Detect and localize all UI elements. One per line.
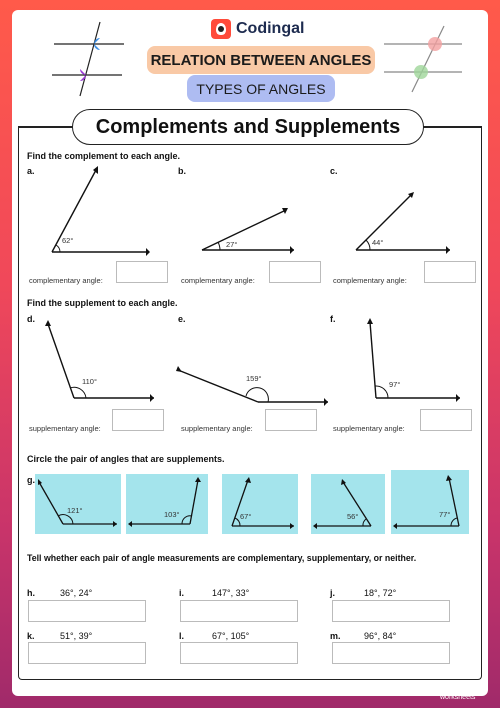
angle-diagram-c: [352, 186, 456, 256]
answer-box-d[interactable]: [112, 409, 164, 431]
angle-option-2[interactable]: [126, 474, 208, 534]
answer-box-l[interactable]: [180, 642, 298, 664]
pair-k: 51°, 39°: [60, 631, 93, 641]
angle-label-e: 159°: [246, 374, 262, 383]
item-letter-j: j.: [330, 588, 336, 598]
item-letter-m: m.: [330, 631, 341, 641]
answer-box-f[interactable]: [420, 409, 472, 431]
answer-box-m[interactable]: [332, 642, 450, 664]
answer-box-e[interactable]: [265, 409, 317, 431]
item-letter-k: k.: [27, 631, 35, 641]
angle-diagram-g2: [126, 474, 208, 534]
pair-m: 96°, 84°: [364, 631, 397, 641]
item-letter-e: e.: [178, 314, 186, 324]
answer-box-c[interactable]: [424, 261, 476, 283]
angle-diagram-f: [362, 316, 464, 406]
angle-label-a: 62°: [62, 236, 74, 245]
pair-h: 36°, 24°: [60, 588, 93, 598]
angle-label-g5: 77°: [439, 510, 451, 519]
pair-j: 18°, 72°: [364, 588, 397, 598]
answer-label-b: complementary angle:: [181, 276, 255, 285]
answer-label-e: supplementary angle:: [181, 424, 253, 433]
angle-label-c: 44°: [372, 238, 384, 247]
page-title: Complements and Supplements: [72, 109, 424, 145]
subtopic-pill: TYPES OF ANGLES: [187, 75, 335, 102]
item-letter-l: l.: [179, 631, 185, 641]
parallel-lines-angles-icon: [380, 22, 466, 98]
angle-diagram-g1: [35, 474, 121, 534]
angle-option-1[interactable]: [35, 474, 121, 534]
angle-label-g2: 103°: [164, 510, 180, 519]
answer-box-i[interactable]: [180, 600, 298, 622]
angle-diagram-d: [40, 318, 158, 406]
section3-instruction: Circle the pair of angles that are supplements.: [27, 454, 225, 464]
brand: [211, 18, 304, 40]
answer-box-a[interactable]: [116, 261, 168, 283]
answer-label-d: supplementary angle:: [29, 424, 101, 433]
angle-label-g3: 67°: [240, 512, 252, 521]
parallel-lines-transversal-icon: [48, 18, 128, 98]
angle-option-4[interactable]: [311, 474, 385, 534]
answer-box-j[interactable]: [332, 600, 450, 622]
angle-label-g4: 56°: [347, 512, 359, 521]
section2-instruction: Find the supplement to each angle.: [27, 298, 178, 308]
angle-diagram-g5: [391, 470, 469, 534]
pair-l: 67°, 105°: [212, 631, 250, 641]
footer-line2: worksheets: [440, 694, 476, 701]
answer-label-a: complementary angle:: [29, 276, 103, 285]
angle-diagram-e: [174, 364, 332, 408]
item-letter-i: i.: [179, 588, 185, 598]
answer-box-b[interactable]: [269, 261, 321, 283]
answer-box-k[interactable]: [28, 642, 146, 664]
item-letter-f: f.: [330, 314, 336, 324]
angle-diagram-g3: [222, 474, 298, 534]
angle-option-3[interactable]: [222, 474, 298, 534]
section1-instruction: Find the complement to each angle.: [27, 151, 181, 161]
answer-box-h[interactable]: [28, 600, 146, 622]
footer-logo: [440, 686, 475, 702]
item-letter-g: g.: [27, 475, 35, 485]
angle-diagram-b: [198, 200, 298, 256]
answer-label-c: complementary angle:: [333, 276, 407, 285]
item-letter-d: d.: [27, 314, 35, 324]
angle-option-5[interactable]: [391, 470, 469, 534]
item-letter-b: b.: [178, 166, 186, 176]
item-letter-c: c.: [330, 166, 338, 176]
angle-label-f: 97°: [389, 380, 401, 389]
brand-name: Codingal: [236, 20, 305, 37]
angle-diagram-g4: [311, 474, 385, 534]
angle-label-g1: 121°: [67, 506, 83, 515]
item-letter-h: h.: [27, 588, 35, 598]
pair-i: 147°, 33°: [212, 588, 250, 598]
angle-label-b: 27°: [226, 240, 238, 249]
item-letter-a: a.: [27, 166, 35, 176]
section4-instruction: Tell whether each pair of angle measurements are complementary, supplementary, or neither.: [27, 553, 417, 563]
angle-label-d: 110°: [82, 377, 97, 386]
codingal-logo-icon: [211, 19, 231, 39]
footer-line1: TOP: [448, 685, 467, 695]
topic-pill: RELATION BETWEEN ANGLES: [147, 46, 375, 74]
answer-label-f: supplementary angle:: [333, 424, 405, 433]
